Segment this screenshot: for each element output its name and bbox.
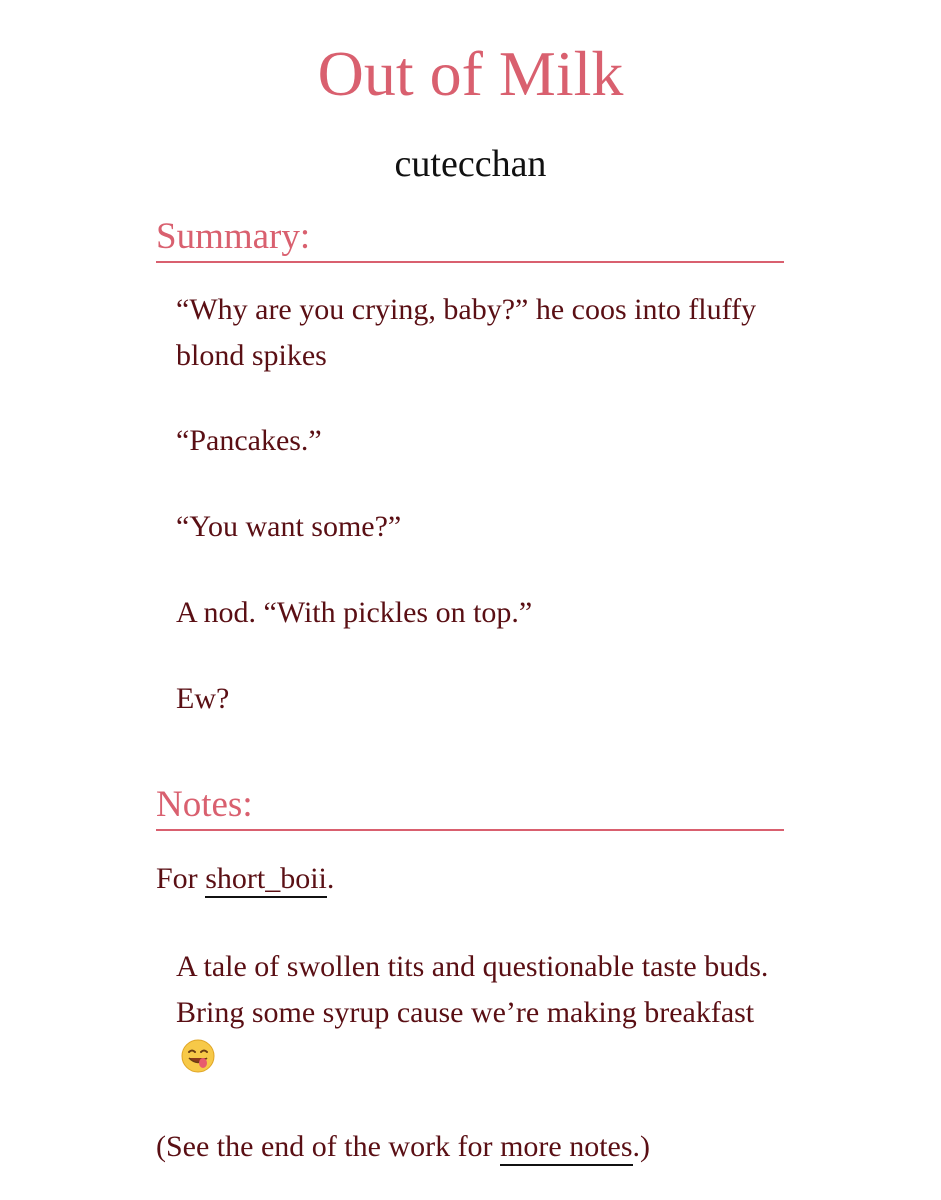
work-title: Out of Milk bbox=[317, 38, 624, 109]
end-prefix: (See the end of the work for bbox=[156, 1130, 501, 1163]
summary-paragraph: “You want some?” bbox=[176, 510, 402, 543]
notes-body bbox=[176, 944, 776, 1082]
more-notes-link[interactable]: more notes bbox=[500, 1130, 632, 1166]
summary-paragraph: Ew? bbox=[176, 682, 230, 715]
dedication-suffix: . bbox=[326, 862, 335, 895]
dedication-prefix: For bbox=[156, 862, 206, 895]
face-savoring-food-icon bbox=[180, 1038, 216, 1074]
work-author[interactable]: cutecchan bbox=[394, 143, 547, 185]
notes-body-text: A tale of swollen tits and questionable taste buds. Bring some syrup cause we’re making breakfast bbox=[176, 950, 769, 1029]
end-notes-pointer bbox=[156, 1124, 796, 1170]
summary-paragraph: “Why are you crying, baby?” he coos into fluffy blond spikes bbox=[176, 293, 757, 372]
summary-paragraph: “Pancakes.” bbox=[176, 424, 322, 457]
notes-dedication bbox=[156, 856, 796, 902]
summary-paragraph: A nod. “With pickles on top.” bbox=[176, 596, 533, 629]
end-suffix: .) bbox=[632, 1130, 651, 1163]
summary-heading: Summary: bbox=[156, 215, 784, 263]
recipient-link[interactable]: short_boii bbox=[205, 862, 327, 898]
notes-heading: Notes: bbox=[156, 783, 784, 831]
